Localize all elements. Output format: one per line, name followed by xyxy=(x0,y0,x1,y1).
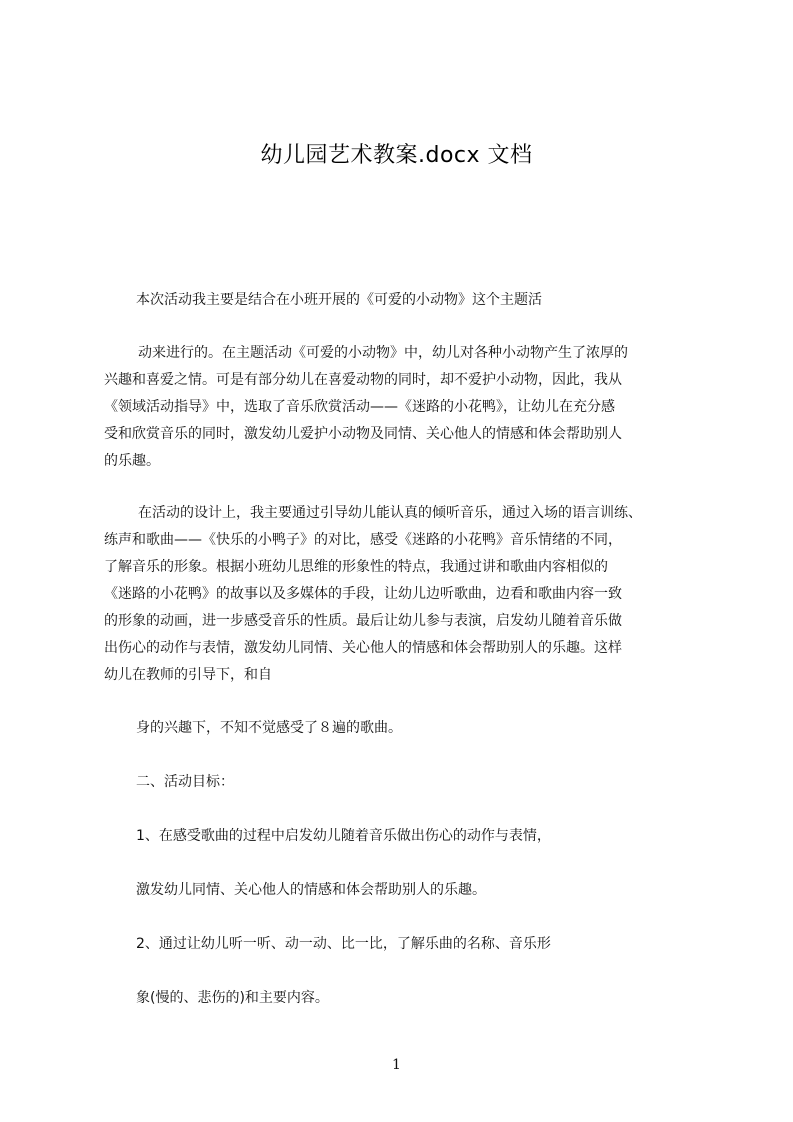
paragraph-2-line-4: 《迷路的小花鸭》的故事以及多媒体的手段，让幼儿边听歌曲，边看和歌曲内容一致 xyxy=(104,586,622,602)
paragraph-1-line-4: 《领域活动指导》中，选取了音乐欣赏活动——《迷路的小花鸭》，让幼儿在充分感 xyxy=(104,399,615,415)
paragraph-2-line-3: 了解音乐的形象。根据小班幼儿思维的形象性的特点，我通过讲和歌曲内容相似的 xyxy=(104,559,608,575)
paragraph-1-line-1: 本次活动我主要是结合在小班开展的《可爱的小动物》这个主题活 xyxy=(136,292,542,308)
paragraph-2-line-6: 出伤心的动作与表情，激发幼儿同情、关心他人的情感和体会帮助别人的乐趣。这样 xyxy=(104,640,622,656)
paragraph-2-line-2: 练声和歌曲——《快乐的小鸭子》的对比，感受《迷路的小花鸭》音乐情绪的不同， xyxy=(104,532,622,548)
goal-2-line-1: 2、通过让幼儿听一听、动一动、比一比，了解乐曲的名称、音乐形 xyxy=(136,936,551,952)
paragraph-2-line-1: 在活动的设计上，我主要通过引导幼儿能认真的倾听音乐，通过入场的语言训练、 xyxy=(138,505,642,521)
paragraph-2-line-5: 的形象的动画，进一步感受音乐的性质。最后让幼儿参与表演，启发幼儿随着音乐做 xyxy=(104,613,622,629)
page-number: 1 xyxy=(392,1057,401,1073)
section-heading: 二、活动目标： xyxy=(136,774,234,790)
paragraph-2-line-7: 幼儿在教师的引导下，和自 xyxy=(104,667,272,683)
paragraph-3: 身的兴趣下，不知不觉感受了８遍的歌曲。 xyxy=(136,720,402,736)
goal-2-line-2: 象(慢的、悲伤的)和主要内容。 xyxy=(136,990,329,1006)
goal-1-line-1: 1、在感受歌曲的过程中启发幼儿随着音乐做出伤心的动作与表情， xyxy=(136,828,551,844)
goal-1-line-2: 激发幼儿同情、关心他人的情感和体会帮助别人的乐趣。 xyxy=(136,882,486,898)
paragraph-1-line-3: 兴趣和喜爱之情。可是有部分幼儿在喜爱动物的同时，却不爱护小动物，因此，我从 xyxy=(104,372,622,388)
paragraph-1-line-2: 动来进行的。在主题活动《可爱的小动物》中，幼儿对各种小动物产生了浓厚的 xyxy=(138,345,628,361)
paragraph-1-line-6: 的乐趣。 xyxy=(104,453,160,469)
paragraph-1-line-5: 受和欣赏音乐的同时，激发幼儿爱护小动物及同情、关心他人的情感和体会帮助别人 xyxy=(104,426,622,442)
document-title: 幼儿园艺术教案.docx 文档 xyxy=(260,143,533,168)
